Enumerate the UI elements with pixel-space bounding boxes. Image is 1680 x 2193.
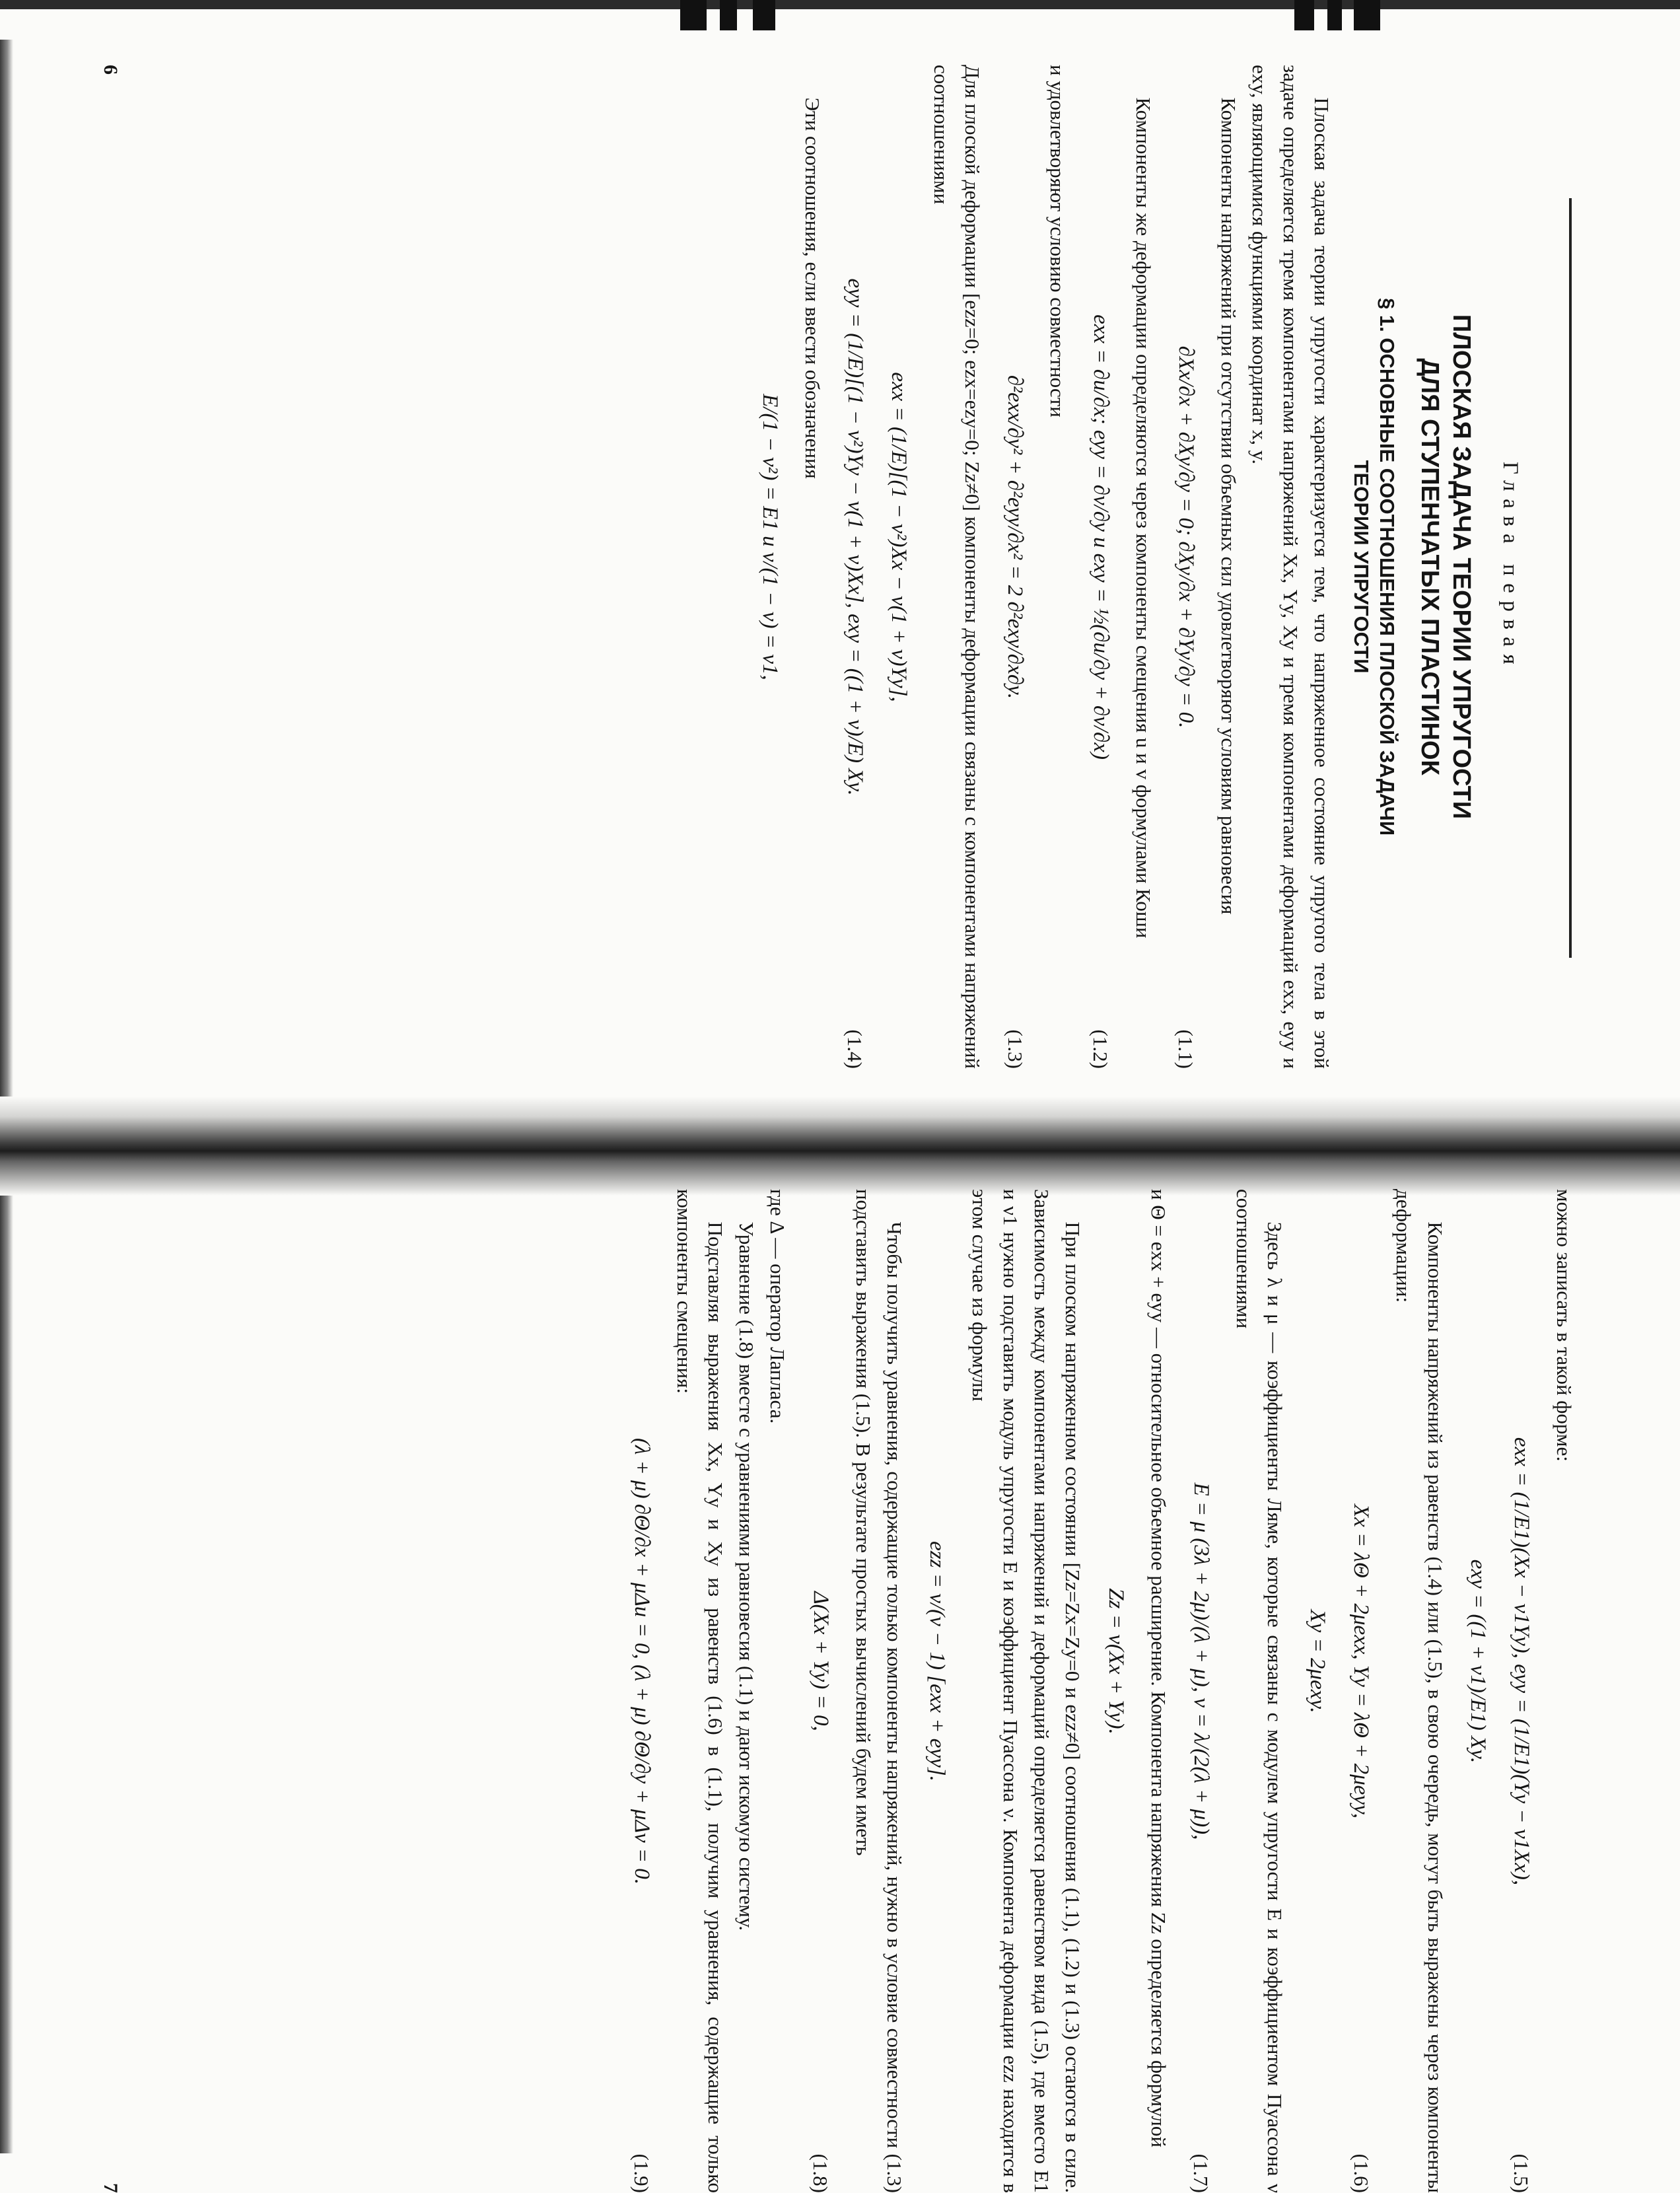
equation-body: ∂Xx/∂x + ∂Xy/∂y = 0; ∂Xy/∂x + ∂Yy/∂y = 0. <box>1173 345 1198 729</box>
equation-1-2 <box>1084 65 1117 1069</box>
equation-body: (λ + μ) ∂Θ/∂x + μΔu = 0, (λ + μ) ∂Θ/∂y + μΔv = 0. <box>630 1437 654 1885</box>
equation-zz <box>1099 1189 1132 2193</box>
equation-number: (1.1) <box>1174 1029 1198 1069</box>
equation-number: (1.8) <box>809 2153 833 2193</box>
chapter-title-line: ДЛЯ СТУПЕНЧАТЫХ ПЛАСТИНОК <box>1416 358 1444 775</box>
paragraph: Эти соотношения, если ввести обозначения <box>800 97 824 479</box>
paragraph: Компоненты же деформации определяются через компоненты смещения u и v формулами Коши <box>1131 97 1155 939</box>
equation-body: Δ(Xx + Yy) = 0, <box>808 1591 833 1731</box>
paragraph: При плоском напряженном состоянии [Zz=Zx=Zy=0 и ezz≠0] соотношения (1.1), (1.2) и (1.3) остаются в силе. Зависимость между компонентами напряжений и деформаций определяется равенством вида (1.5), где вместо E1 и ν1 нужно подставить модуль упругости E и коэффициент Пуассона ν. Компонента деформации ezz находится в этом случае из формулы <box>968 1189 1085 2193</box>
equation-body: Zz = ν(Xx + Yy). <box>1103 1588 1128 1735</box>
equation-body: exx = (1/E1)(Xx − ν1Yy), eyy = (1/E1)(Yy − ν1Xx), <box>1509 1437 1533 1886</box>
paragraph: и удовлетворяют условию совместности <box>1046 65 1070 417</box>
equation-1-6b <box>1301 1189 1334 2193</box>
scan-binding-mark <box>1354 0 1380 30</box>
equation-number: (1.3) <box>1003 1029 1027 1069</box>
equation-body: E = μ (3λ + 2μ)/(λ + μ), ν = λ/(2(λ + μ)), <box>1189 1482 1213 1840</box>
equation-body: exy = ((1 + ν1)/E1) Xy. <box>1465 1559 1490 1764</box>
paragraph: Чтобы получить уравнения, содержащие только компоненты напряжений, нужно в условие совместности (1.3) подставить выражения (1.5). В результате простых вычислений будем иметь <box>851 1189 906 2193</box>
chapter-label: Глава первая <box>1498 461 1522 672</box>
equation-1-1 <box>1170 65 1203 1069</box>
book-page-7 <box>81 1189 1599 2193</box>
book-page-6 <box>81 65 1599 1069</box>
equation-body: eyy = (1/E)[(1 − ν²)Yy − ν(1 + ν)Xx], exy = ((1 + ν)/E) Xy. <box>843 278 867 796</box>
paragraph: Компоненты напряжений при отсутствии объемных сил удовлетворяют условиям равновесия <box>1217 97 1241 915</box>
paragraph: Подставляя выражения Xx, Yy и Xy из равенств (1.6) в (1.1), получим уравнения, содержащие только компоненты смещения: <box>673 1189 728 2193</box>
page-number: 7 <box>99 2183 122 2193</box>
scan-binding-mark <box>753 0 775 30</box>
equation-1-7 <box>1185 1189 1218 2193</box>
equation-1-3 <box>998 65 1032 1069</box>
equation-1-5b <box>1461 1189 1494 2193</box>
equation-1-9 <box>625 1189 658 2193</box>
equation-ezz <box>921 1189 954 2193</box>
scan-binding-mark <box>1294 0 1314 30</box>
paragraph: Здесь λ и μ — коэффициенты Ляме, которые связаны с модулем упругости E и коэффициентом Пуассона ν соотношениями <box>1232 1189 1287 2193</box>
scan-binding-mark <box>680 0 707 30</box>
paragraph: Плоская задача теории упругости характеризуется тем, что напряженное состояние упругого тела в этой задаче определяется тремя компонентами напряжений Xx, Yy, Xy и тремя компонентами деформаций exx, eyy и exy, являющимися функциями координат x, y. <box>1248 65 1334 1069</box>
section-heading-line: § 1. ОСНОВНЫЕ СООТНОШЕНИЯ ПЛОСКОЙ ЗАДАЧИ <box>1375 298 1399 836</box>
equation-number: (1.6) <box>1349 2153 1373 2193</box>
equation-body: Xx = λΘ + 2μexx, Yy = λΘ + 2μeyy, <box>1349 1503 1374 1819</box>
equation-number: (1.4) <box>843 1029 867 1069</box>
book-gutter <box>0 1096 1680 1196</box>
page-number: 6 <box>99 65 122 75</box>
paragraph: и Θ = exx + eyy — относительное объемное расширение. Компонента напряжения Zz определяется формулой <box>1146 1189 1170 2147</box>
paragraph: где Δ — оператор Лапласа. <box>766 1189 790 1424</box>
paragraph: Для плоской деформации [ezz=0; ezx=ezy=0; Zz≠0] компоненты деформации связаны с компонентами напряжений соотношениями <box>930 65 985 1069</box>
section-heading-line: ТЕОРИИ УПРУГОСТИ <box>1350 460 1374 674</box>
equation-number: (1.5) <box>1510 2153 1533 2193</box>
equation-1-5a <box>1505 1189 1538 2193</box>
equation-body: ∂²exx/∂y² + ∂²eyy/∂x² = 2 ∂²exy/∂x∂y. <box>1003 375 1028 700</box>
scan-top-band <box>0 0 1680 38</box>
equation-number: (1.7) <box>1189 2153 1213 2193</box>
equation-number: (1.9) <box>630 2153 654 2193</box>
equation-number: (1.2) <box>1089 1029 1113 1069</box>
equation-body: exx = (1/E)[(1 − ν²)Xx − ν(1 + ν)Yy], <box>887 372 911 702</box>
equation-body: Xy = 2μexy. <box>1306 1609 1330 1713</box>
paragraph: Компоненты напряжений из равенств (1.4) или (1.5), в свою очередь, могут быть выражены через компоненты деформации: <box>1392 1189 1447 2193</box>
equation-1-6a <box>1345 1189 1378 2193</box>
equation-1-4a <box>882 65 915 1069</box>
equation-body: exx = ∂u/∂x; eyy = ∂v/∂y и exy = ½(∂u/∂y + ∂v/∂x) <box>1088 314 1113 760</box>
chapter-title-line: ПЛОСКАЯ ЗАДАЧА ТЕОРИИ УПРУГОСТИ <box>1447 314 1475 820</box>
chapter-title <box>1414 65 1477 1069</box>
equation-1-8 <box>804 1189 837 2193</box>
scan-binding-mark <box>1327 0 1342 30</box>
equation-body: E/(1 − ν²) = E1 и ν/(1 − ν) = ν1, <box>757 394 782 680</box>
equation-body: ezz = ν/(ν − 1) [exx + eyy]. <box>925 1541 949 1781</box>
paragraph: можно записать в такой форме: <box>1553 1189 1576 1462</box>
paragraph: Уравнение (1.8) вместе с уравнениями равновесия (1.1) и дают искомую систему. <box>735 1221 759 1931</box>
section-heading <box>1348 65 1399 1069</box>
equation-definitions <box>753 65 786 1069</box>
equation-1-4b <box>839 65 872 1069</box>
scan-binding-mark <box>720 0 737 30</box>
